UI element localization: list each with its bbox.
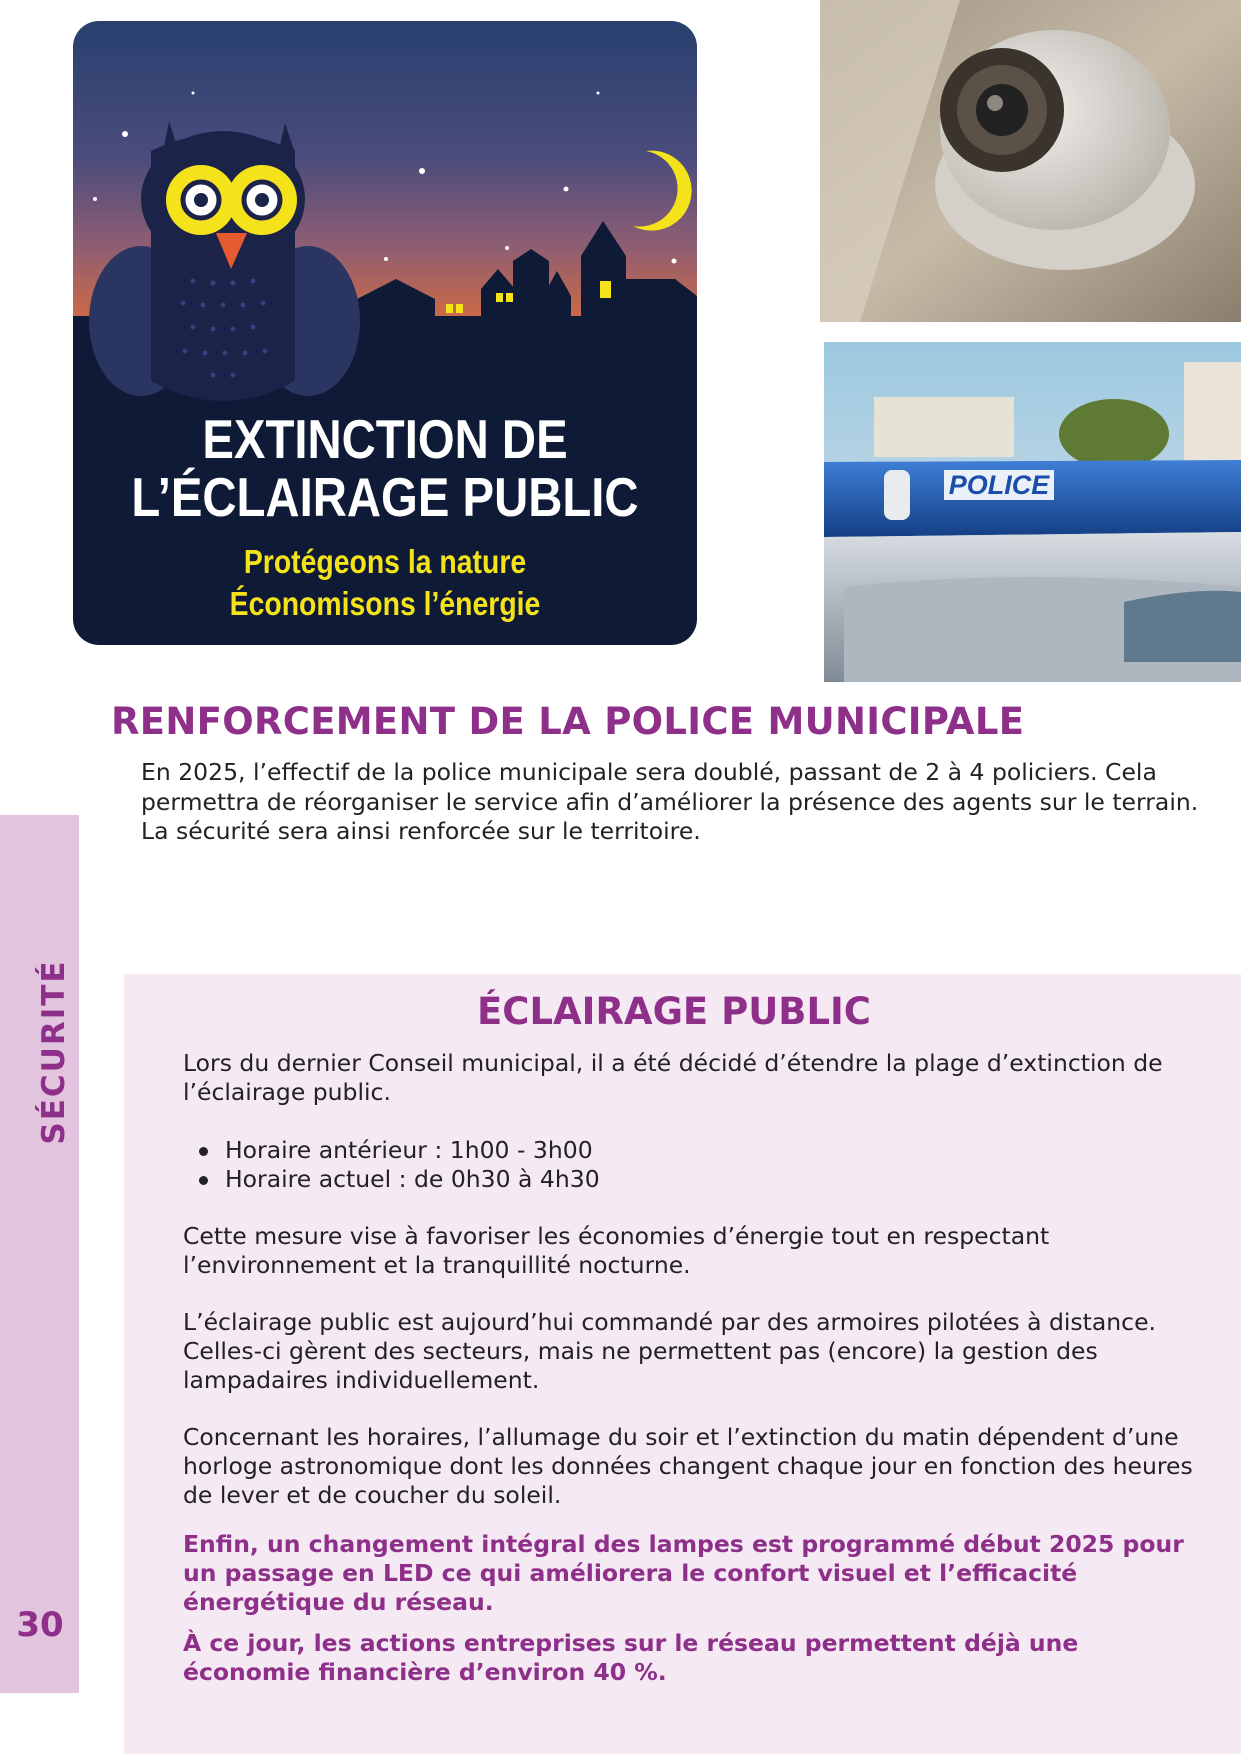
- police-paragraph: La sécurité sera ainsi renforcée sur le territoire.: [141, 817, 701, 845]
- moon-icon: [633, 151, 692, 231]
- security-camera-photo: [820, 0, 1241, 322]
- page-number: 30: [16, 1605, 64, 1645]
- lighting-highlight: À ce jour, les actions entreprises sur le réseau permettent déjà une économie financière d’environ 40 %.: [183, 1629, 1079, 1686]
- lighting-paragraph: Cette mesure vise à favoriser les économies d’énergie tout en respectant l’environnement et la tranquillité nocturne.: [183, 1222, 1050, 1279]
- section-label: SÉCURITÉ: [36, 959, 72, 1145]
- police-section-body: [141, 758, 1201, 847]
- poster-subtitle-line-2: Économisons l’énergie: [229, 585, 541, 622]
- police-sign-text: POLICE: [948, 470, 1050, 500]
- police-paragraph: En 2025, l’effectif de la police municipale sera doublé, passant de 2 à 4 policiers. Cela permettra de réorganiser le service afin d’améliorer la présence des agents sur le terrain.: [141, 758, 1199, 816]
- lighting-paragraph: L’éclairage public est aujourd’hui commandé par des armoires pilotées à distance. Celles-ci gèrent des secteurs, mais ne permettent pas (encore) la gestion des lampadaires individuellement.: [183, 1308, 1157, 1394]
- lighting-section-heading: ÉCLAIRAGE PUBLIC: [477, 990, 871, 1033]
- list-item: Horaire antérieur : 1h00 - 3h00: [225, 1136, 1193, 1165]
- schedule-list: [183, 1136, 1193, 1194]
- owl-icon: [89, 121, 360, 401]
- lighting-poster: [73, 21, 697, 645]
- police-section-heading: RENFORCEMENT DE LA POLICE MUNICIPALE: [111, 700, 1025, 743]
- poster-title-line-1: EXTINCTION DE: [202, 408, 568, 470]
- owl-night-illustration: [73, 21, 697, 421]
- lighting-highlight: Enfin, un changement intégral des lampes est programmé début 2025 pour un passage en LED ce qui améliorera le confort visuel et l’efficacité énergétique du réseau.: [183, 1530, 1184, 1616]
- lighting-section-body: [183, 1049, 1193, 1687]
- list-item: Horaire actuel : de 0h30 à 4h30: [225, 1165, 1193, 1194]
- lighting-paragraph: Concernant les horaires, l’allumage du soir et l’extinction du matin dépendent d’une horloge astronomique dont les données changent chaque jour en fonction des heures de lever et de coucher du soleil.: [183, 1423, 1193, 1509]
- poster-title-line-2: L’ÉCLAIRAGE PUBLIC: [131, 466, 639, 528]
- police-car-photo: [824, 342, 1241, 682]
- poster-subtitle-line-1: Protégeons la nature: [243, 543, 527, 580]
- section-side-tab: [0, 815, 79, 1693]
- lighting-intro: Lors du dernier Conseil municipal, il a été décidé d’étendre la plage d’extinction de l’éclairage public.: [183, 1049, 1163, 1106]
